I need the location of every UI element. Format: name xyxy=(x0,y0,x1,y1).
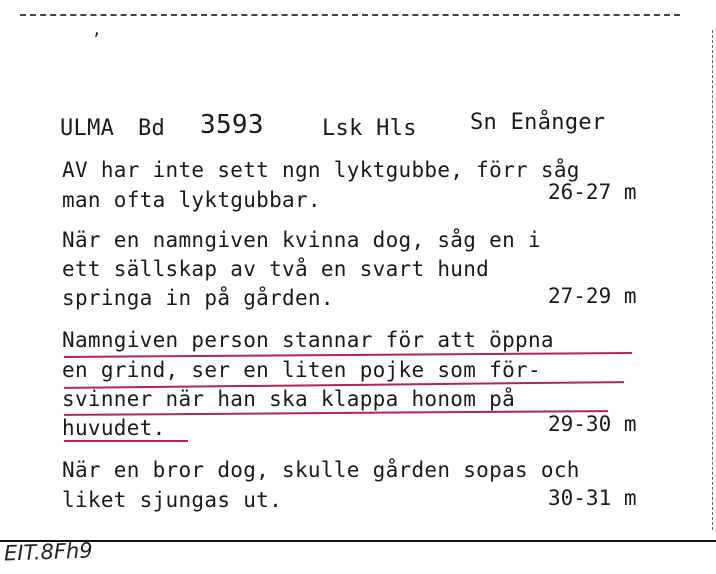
header-volume-label: Bd xyxy=(138,116,166,141)
handwritten-catalogue-mark: EIT.8Fh9 xyxy=(3,538,93,566)
entry-3-pages: 29-30 m xyxy=(548,412,637,436)
header-archive: ULMA xyxy=(60,116,115,141)
entry-2-pages: 27-29 m xyxy=(548,284,637,308)
header-number: 3593 xyxy=(200,110,264,140)
entry-4-line-2: liket sjungas ut. xyxy=(62,488,283,512)
entry-2-line-2: ett sällskap av två en svart hund xyxy=(62,257,490,281)
card-right-edge xyxy=(712,30,713,530)
ink-speck: , xyxy=(92,20,102,39)
entry-1-line-1: AV har inte sett ngn lyktgubbe, förr såg xyxy=(62,158,580,182)
entry-3-line-4: huvudet. xyxy=(62,416,166,440)
entry-4-line-1: När en bror dog, skulle gården sopas och xyxy=(62,458,580,482)
entry-1-line-2: man ofta lyktgubbar. xyxy=(62,188,321,212)
card-bottom-edge xyxy=(0,540,716,542)
entry-3-line-1: Namngiven person stannar för att öppna xyxy=(62,328,554,352)
entry-3-line-3: svinner när han ska klappa honom på xyxy=(62,387,516,411)
entry-3-line-2: en grind, ser en liten pojke som för- xyxy=(62,358,541,382)
entry-2-line-1: När en namngiven kvinna dog, såg en i xyxy=(62,228,541,252)
entry-1-pages: 26-27 m xyxy=(548,180,637,204)
entry-2-line-3: springa in på gården. xyxy=(62,286,334,310)
underline-4 xyxy=(64,440,188,442)
header-landskap: Lsk Hls xyxy=(322,116,417,141)
header-socken: Sn Enånger xyxy=(470,110,606,135)
card-top-edge xyxy=(20,14,680,16)
entry-4-pages: 30-31 m xyxy=(548,486,637,510)
